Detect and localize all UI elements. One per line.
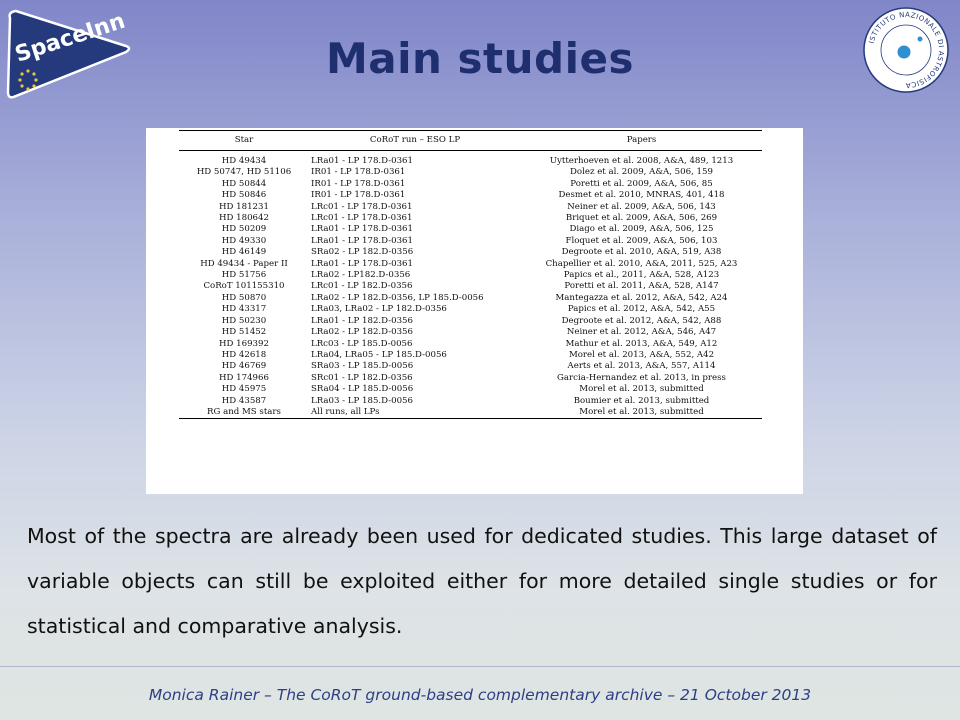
cell-corot-run: SRc01 - LP 182.D-0356 [311, 372, 413, 383]
cell-star: HD 50846 [221, 190, 267, 201]
cell-papers: Desmet et al. 2010, MNRAS, 401, 418 [558, 190, 725, 201]
table-row [179, 293, 762, 304]
cell-star: HD 180642 [219, 213, 269, 224]
cell-corot-run: LRa01 - LP 178.D-0361 [311, 224, 413, 235]
cell-papers: Neiner et al. 2012, A&A, 546, A47 [566, 327, 717, 338]
cell-papers: Chapellier et al. 2010, A&A, 2011, 525, A23 [545, 258, 738, 269]
table-row [179, 236, 762, 247]
cell-papers: Neiner et al. 2009, A&A, 506, 143 [567, 201, 716, 212]
studies-table [179, 130, 762, 419]
cell-star: HD 50844 [221, 178, 267, 189]
cell-corot-run: SRa04 - LP 185.D-0056 [311, 384, 414, 395]
cell-star: HD 50870 [221, 292, 267, 303]
table-row [179, 151, 762, 168]
cell-corot-run: LRa04, LRa05 - LP 185.D-0056 [311, 349, 447, 360]
cell-papers: Morel et al. 2013, submitted [579, 406, 704, 417]
cell-corot-run: LRa01 - LP 178.D-0361 [311, 258, 413, 269]
cell-corot-run: LRa01 - LP 178.D-0361 [311, 156, 413, 166]
cell-papers: Uytterhoeven et al. 2008, A&A, 489, 1213 [549, 156, 734, 166]
table-row [179, 373, 762, 384]
cell-papers: Poretti et al. 2011, A&A, 528, A147 [564, 281, 719, 292]
cell-corot-run: LRa01 - LP 178.D-0361 [311, 235, 413, 246]
body-paragraph: Most of the spectra are already been used for dedicated studies. This large dataset of variable objects can still be exploited either for more detailed single studies or for statistical and comparative analysis. [27, 524, 937, 638]
table-row [179, 304, 762, 315]
cell-star: HD 51452 [221, 327, 267, 338]
cell-corot-run: LRa01 - LP 182.D-0356 [311, 315, 413, 326]
header-papers: Papers [626, 135, 657, 145]
cell-papers: Diago et al. 2009, A&A, 506, 125 [569, 224, 714, 235]
cell-papers: Degroote et al. 2010, A&A, 519, A38 [561, 247, 722, 258]
cell-corot-run: SRa02 - LP 182.D-0356 [311, 247, 414, 258]
cell-corot-run: LRa03, LRa02 - LP 182.D-0356 [311, 304, 447, 315]
table-row [179, 202, 762, 213]
cell-star: HD 49330 [221, 235, 267, 246]
table-row [179, 316, 762, 327]
cell-star: RG and MS stars [207, 406, 281, 417]
cell-star: HD 42618 [221, 349, 267, 360]
cell-papers: Briquet et al. 2009, A&A, 506, 269 [565, 213, 718, 224]
table-row [179, 259, 762, 270]
cell-papers: Mathur et al. 2013, A&A, 549, A12 [565, 338, 718, 349]
cell-papers: Papics et al., 2011, A&A, 528, A123 [563, 270, 720, 281]
table-row [179, 396, 762, 407]
table-row [179, 190, 762, 201]
cell-star: HD 51756 [221, 270, 267, 281]
cell-papers: Papics et al. 2012, A&A, 542, A55 [567, 304, 716, 315]
table-header-row [179, 131, 762, 151]
cell-star: HD 43317 [221, 304, 267, 315]
table-row [179, 224, 762, 235]
cell-papers: Dolez et al. 2009, A&A, 506, 159 [570, 167, 713, 178]
cell-star: HD 174966 [219, 372, 269, 383]
cell-corot-run: LRc01 - LP 178.D-0361 [311, 213, 413, 224]
cell-corot-run: LRc03 - LP 185.D-0056 [311, 338, 413, 349]
inaf-logo-text: ISTITUTO NAZIONALE DI ASTROFISICA [867, 10, 946, 90]
cell-star: CoRoT 101155310 [203, 281, 285, 292]
footer-divider [0, 666, 960, 667]
table-row [179, 179, 762, 190]
cell-papers: Floquet et al. 2009, A&A, 506, 103 [565, 235, 718, 246]
cell-star: HD 46149 [221, 247, 267, 258]
table-row [179, 384, 762, 395]
cell-papers: Morel et al. 2013, A&A, 552, A42 [568, 349, 715, 360]
cell-corot-run: LRa03 - LP 185.D-0056 [311, 395, 413, 406]
cell-corot-run: LRc01 - LP 182.D-0356 [311, 281, 413, 292]
cell-star: HD 49434 - Paper II [200, 258, 288, 269]
table-row [179, 407, 762, 419]
cell-corot-run: LRa02 - LP182.D-0356 [311, 270, 411, 281]
cell-star: HD 45975 [221, 384, 267, 395]
table-row [179, 213, 762, 224]
cell-corot-run: LRc01 - LP 178.D-0361 [311, 201, 413, 212]
cell-papers: Mantegazza et al. 2012, A&A, 542, A24 [555, 292, 728, 303]
table-row [179, 247, 762, 258]
cell-papers: Morel et al. 2013, submitted [579, 384, 704, 395]
cell-corot-run: IR01 - LP 178.D-0361 [311, 178, 406, 189]
cell-star: HD 49434 [221, 156, 267, 166]
studies-table-panel [146, 128, 803, 494]
page-title: Main studies [326, 34, 634, 83]
table-row [179, 350, 762, 361]
cell-corot-run: SRa03 - LP 185.D-0056 [311, 361, 414, 372]
header-star: Star [234, 135, 254, 145]
cell-star: HD 50747, HD 51106 [196, 167, 292, 178]
cell-papers: Poretti et al. 2009, A&A, 506, 85 [570, 178, 713, 189]
cell-star: HD 50209 [221, 224, 267, 235]
cell-papers: Garcia-Hernandez et al. 2013, in press [557, 372, 726, 383]
cell-star: HD 50230 [221, 315, 267, 326]
cell-corot-run: LRa02 - LP 182.D-0356 [311, 327, 413, 338]
table-row [179, 281, 762, 292]
table-row [179, 327, 762, 338]
cell-papers: Aerts et al. 2013, A&A, 557, A114 [567, 361, 716, 372]
spaceinn-logo-text: SpaceInn [12, 8, 129, 68]
table-row [179, 167, 762, 178]
cell-corot-run: LRa02 - LP 182.D-0356, LP 185.D-0056 [311, 292, 484, 303]
cell-corot-run: All runs, all LPs [311, 406, 380, 417]
table-body [179, 151, 762, 419]
cell-star: HD 169392 [219, 338, 269, 349]
cell-corot-run: IR01 - LP 178.D-0361 [311, 167, 406, 178]
cell-star: HD 46769 [221, 361, 267, 372]
cell-papers: Boumier et al. 2013, submitted [573, 395, 710, 406]
cell-corot-run: IR01 - LP 178.D-0361 [311, 190, 406, 201]
footer-text: Monica Rainer – The CoRoT ground-based complementary archive – 21 October 2013 [148, 686, 812, 704]
table-row [179, 339, 762, 350]
cell-star: HD 181231 [219, 201, 269, 212]
cell-star: HD 43587 [221, 395, 267, 406]
table-row [179, 270, 762, 281]
table-row [179, 361, 762, 372]
cell-papers: Degroote et al. 2012, A&A, 542, A88 [561, 315, 722, 326]
header-corot-run: CoRoT run – ESO LP [369, 135, 461, 145]
